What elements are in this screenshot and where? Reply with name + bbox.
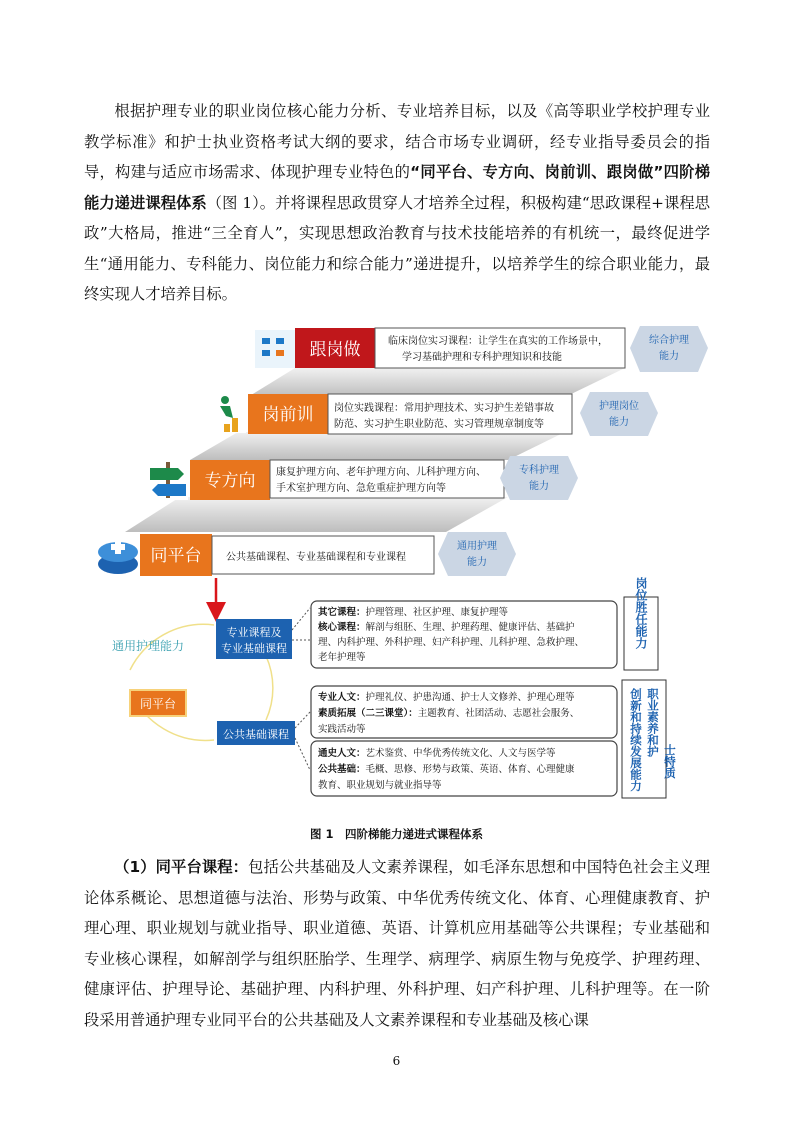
box3-label-2: 公共基础： (318, 764, 366, 775)
intro-text-1: 根据护理专业的职业岗位核心能力分析、专业培养目标，以及《高等职业学校护理专业教学标准》和护士执业资格考试大纲的要求，结合市场专业调研，经专业指导委员会的指导，构建与适应市场需求、体现护理专业特色的 (84, 102, 710, 181)
ability-1a: 综合护理 (649, 335, 689, 346)
intro-text-2: （图 1）。并将课程思政贯穿人才培养全过程，积极构建“思政课程+课程思政”大格局，推进“三全育人”，实现思想政治教育与技术技能培养的有机统一，最终促进学生“通用能力、专科能力、岗位能力和综合能力”递进提升，以培养学生的综合职业能力，最终实现人才培养目标。 (84, 193, 710, 303)
platform-text: 包括公共基础及人文素养课程，如毛泽东思想和中国特色社会主义理论体系概论、思想道德与法治、形势与政策、中华优秀传统文化、体育、心理健康教育、护理心理、职业规划与就业指导、职业道德、英语、计算机应用基础等公共课程；专业基础和专业核心课程，如解剖学与组织胚胎学、生理学、病理学、病原生物与免疫学、护理药理、健康评估、护理导论、基础护理、内科护理、外科护理、妇产科护理、儿科护理等。在一阶段采用普通护理专业同平台的公共基础及人文素养课程和专业基础及核心课 (84, 858, 710, 1029)
step-label-1: 跟岗做 (309, 340, 361, 360)
humanities-box (311, 686, 617, 738)
side-ability-labels (622, 576, 677, 798)
ability-3b: 能力 (529, 481, 549, 492)
step-desc-2a: 岗位实践课程：常用护理技术、实习护生差错事故 (334, 403, 554, 414)
job-ability-label: 岗位胜任能力 (634, 577, 648, 649)
platform-bold: （1）同平台课程： (114, 858, 249, 876)
box2-label-2: 素质拓展（二三课堂）： (318, 708, 418, 719)
stair-step-1 (255, 326, 708, 372)
platform-label: 同平台 (139, 697, 177, 711)
box3-text-2: 毛概、思修、形势与政策、英语、体育、心理健康 (365, 764, 575, 775)
ability-cycle (112, 608, 310, 770)
step-desc-1b: 学习基础护理和专科护理知识和技能 (402, 352, 562, 363)
platform-paragraph (84, 852, 710, 1035)
stair-step-4 (98, 532, 516, 576)
box1-text-3: 理、内科护理、外科护理、妇产科护理、儿科护理、急救护理、 (318, 637, 585, 648)
quality-label-col2: 创新和持续发展能力 (629, 688, 643, 792)
step-label-2: 岗前训 (262, 405, 314, 425)
step-label-4: 同平台 (150, 546, 202, 566)
box2-text-3: 实践活动等 (318, 724, 366, 735)
other-core-course-box (311, 601, 617, 668)
ability-3a: 专科护理 (519, 465, 559, 476)
svg-text:素质拓展（二三课堂）：主题教育、社团活动、志愿社会服务、 (318, 707, 579, 719)
pro-course-label-1: 专业课程及 (226, 626, 282, 639)
box3-text-3: 教育、职业规划与就业指导等 (318, 780, 442, 791)
box3-label-1: 通史人文： (318, 748, 366, 759)
step-desc-4a: 公共基础课程、专业基础课程和专业课程 (226, 552, 406, 563)
box1-text-2: 解剖与组胚、生理、护理药理、健康评估、基础护 (365, 622, 575, 633)
svg-text:通史人文：艺术鉴赏、中华优秀传统文化、人文与医学等 (318, 747, 556, 759)
box2-text-1: 护理礼仪、护患沟通、护士人文修养、护理心理等 (365, 692, 575, 703)
svg-text:核心课程：解剖与组胚、生理、护理药理、健康评估、基础护 (317, 621, 575, 633)
stair-step-3 (148, 456, 578, 500)
quality-label-col3: 士特质 (663, 744, 677, 779)
step-desc-3a: 康复护理方向、老年护理方向、儿科护理方向、 (276, 467, 486, 478)
intro-bold: “同平台、专方向、岗前训、跟岗做”四阶梯能力递进课程体系 (84, 163, 710, 212)
general-foundation-box (311, 741, 617, 796)
svg-text:公共基础：毛概、思修、形势与政策、英语、体育、心理健康 (318, 763, 575, 775)
svg-text:专业人文：护理礼仪、护患沟通、护士人文修养、护理心理等 (318, 691, 575, 703)
box1-text-1: 护理管理、社区护理、康复护理等 (365, 607, 509, 618)
hospital-icon (255, 330, 295, 368)
ability-4b: 能力 (467, 557, 487, 568)
page-number: 6 (392, 1054, 401, 1068)
general-ability-label: 通用护理能力 (111, 639, 185, 653)
box2-text-2: 主题教育、社团活动、志愿社会服务、 (417, 708, 580, 719)
quality-label-col1: 职业素养和护 (646, 688, 660, 757)
box3-text-1: 艺术鉴赏、中华优秀传统文化、人文与医学等 (365, 748, 556, 759)
box1-label-1: 其它课程： (318, 607, 366, 618)
figure-caption: 图 1 四阶梯能力递进式课程体系 (309, 827, 483, 841)
step-label-3: 专方向 (204, 471, 256, 491)
ability-2b: 能力 (609, 417, 629, 428)
ability-2a: 护理岗位 (599, 401, 639, 412)
ability-1b: 能力 (659, 351, 679, 362)
ability-4a: 通用护理 (457, 541, 497, 552)
box1-label-2: 核心课程： (318, 622, 366, 633)
step-desc-3b: 手术室护理方向、急危重症护理方向等 (276, 483, 446, 494)
step-desc-2b: 防范、实习护生职业防范、实习管理规章制度等 (334, 419, 544, 430)
pro-course-label-2: 专业基础课程 (221, 642, 287, 655)
box1-text-4: 老年护理等 (318, 652, 366, 663)
stair-slopes (125, 368, 625, 532)
box2-label-1: 专业人文： (318, 692, 366, 703)
svg-text:其它课程：护理管理、社区护理、康复护理等 (318, 606, 509, 618)
public-course-label: 公共基础课程 (223, 728, 289, 741)
stair-step-2 (208, 392, 658, 436)
step-desc-1a: 临床岗位实习课程：让学生在真实的工作场景中， (388, 336, 608, 347)
